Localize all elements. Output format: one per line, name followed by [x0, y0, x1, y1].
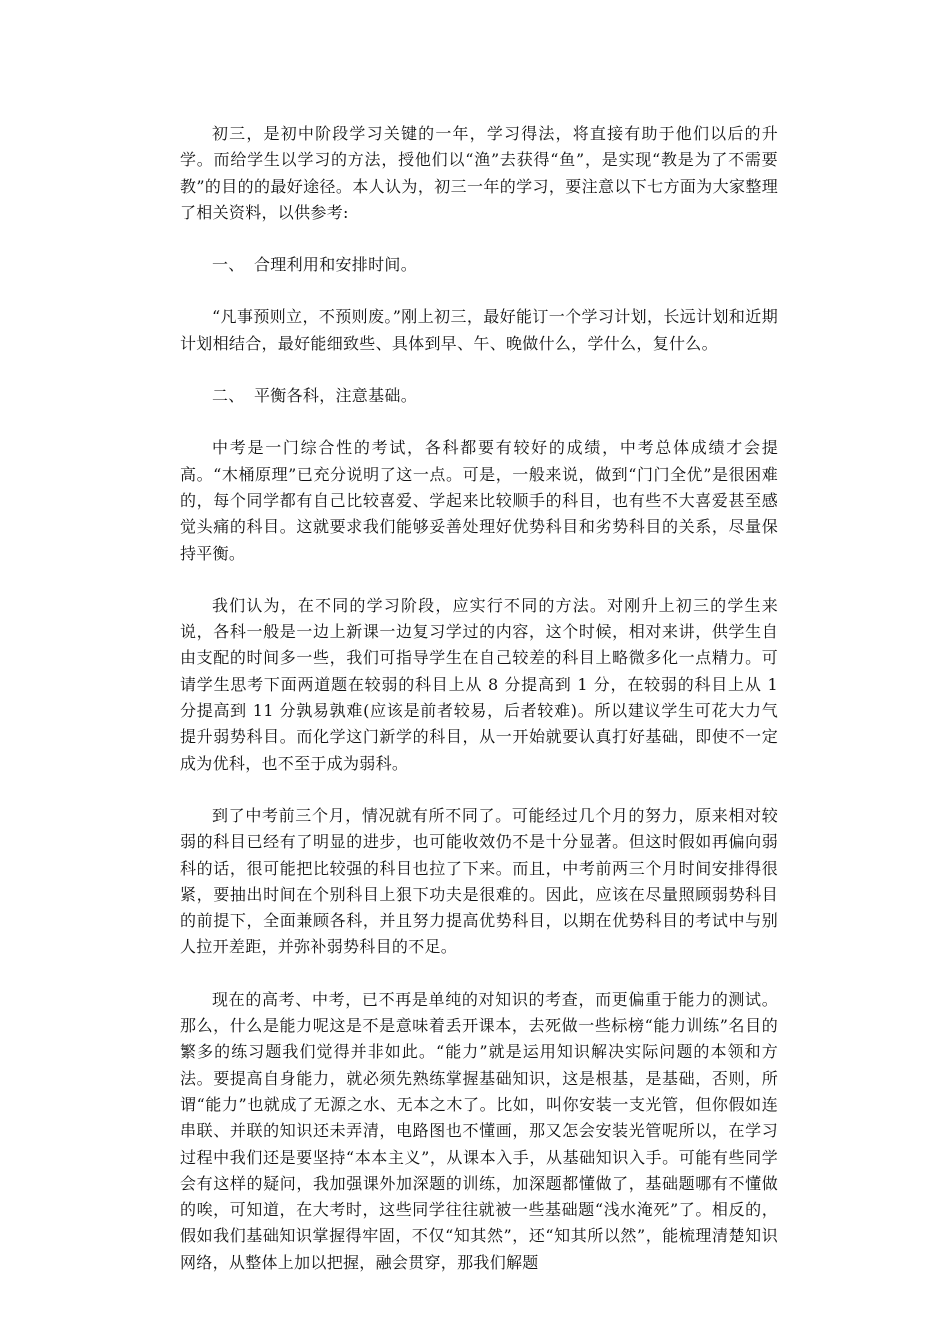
paragraph-gap — [180, 226, 778, 252]
section-heading-2 — [180, 383, 778, 409]
paragraph-gap — [180, 567, 778, 593]
section-number: 二、 — [212, 386, 245, 406]
section-title: 合理利用和安排时间。 — [254, 255, 418, 275]
section2-paragraph-1: 中考是一门综合性的考试，各科都要有较好的成绩，中考总体成绩才会提高。“木桶原理”已充分说明了这一点。可是，一般来说，做到“门门全优”是很困难的，每个同学都有自己比较喜爱、学起来比较顺手的科目，也有些不大喜爱甚至感觉头痛的科目。这就要求我们能够妥善处理好优势科目和劣势科目的关系，尽量保持平衡。 — [180, 438, 778, 563]
document-page — [180, 121, 778, 1276]
section-heading-1 — [180, 252, 778, 278]
intro-paragraph: 初三，是初中阶段学习关键的一年，学习得法，将直接有助于他们以后的升学。而给学生以学习的方法，授他们以“渔”去获得“鱼”，是实现“教是为了不需要教”的目的的最好途径。本人认为，初三一年的学习，要注意以下七方面为大家整理了相关资料，以供参考: — [180, 124, 778, 222]
paragraph-gap — [180, 961, 778, 987]
section1-paragraph: “凡事预则立，不预则废。”刚上初三，最好能订一个学习计划，长远计划和近期计划相结合，最好能细致些、具体到早、午、晚做什么，学什么，复什么。 — [180, 307, 778, 353]
paragraph-gap — [180, 409, 778, 435]
section2-paragraph-4: 现在的高考、中考，已不再是单纯的对知识的考查，而更偏重于能力的测试。那么，什么是能力呢这是不是意味着丢开课本，去死做一些标榜“能力训练”名目的繁多的练习题我们觉得并非如此。“能力”就是运用知识解决实际问题的本领和方法。要提高自身能力，就必须先熟练掌握基础知识，这是根基，是基础，否则，所谓“能力”也就成了无源之水、无本之木了。比如，叫你安装一支光管，但你假如连串联、并联的知识还未弄清，电路图也不懂画，那又怎会安装光管呢所以，在学习过程中我们还是要坚持“本本主义”，从课本入手，从基础知识入手。可能有些同学会有这样的疑问，我加强课外加深题的训练，加深题都懂做了，基础题哪有不懂做的唉，可知道，在大考时，这些同学往往就被一些基础题“浅水淹死”了。相反的，假如我们基础知识掌握得牢固，不仅“知其然”，还“知其所以然”，能梳理清楚知识网络，从整体上加以把握，融会贯穿，那我们解题 — [180, 989, 778, 1272]
paragraph-gap — [180, 777, 778, 803]
section2-paragraph-2: 我们认为，在不同的学习阶段，应实行不同的方法。对刚升上初三的学生来说，各科一般是一边上新课一边复习学过的内容，这个时候，相对来讲，供学生自由支配的时间多一些，我们可指导学生在自己较差的科目上略微多化一点精力。可请学生思考下面两道题在较弱的科目上从 8 分提高到 1 分，在较弱的科目上从 1 分提高到 11 分孰易孰难(应该是前者较易，后者较难)。所以建议学生可花大力气提升弱势科目。而化学这门新学的科目，从一开始就要认真打好基础，即使不一定成为优科，也不至于成为弱科。 — [180, 595, 778, 773]
section-number: 一、 — [212, 255, 245, 275]
section-title: 平衡各科，注意基础。 — [254, 386, 418, 406]
paragraph-gap — [180, 357, 778, 383]
paragraph-gap — [180, 278, 778, 304]
section2-paragraph-3: 到了中考前三个月，情况就有所不同了。可能经过几个月的努力，原来相对较弱的科目已经有了明显的进步，也可能收效仍不是十分显著。但这时假如再偏向弱科的话，很可能把比较强的科目也拉了下来。而且，中考前两三个月时间安排得很紧，要抽出时间在个别科目上狠下功夫是很难的。因此，应该在尽量照顾弱势科目的前提下，全面兼顾各科，并且努力提高优势科目，以期在优势科目的考试中与别人拉开差距，并弥补弱势科目的不足。 — [180, 805, 778, 957]
